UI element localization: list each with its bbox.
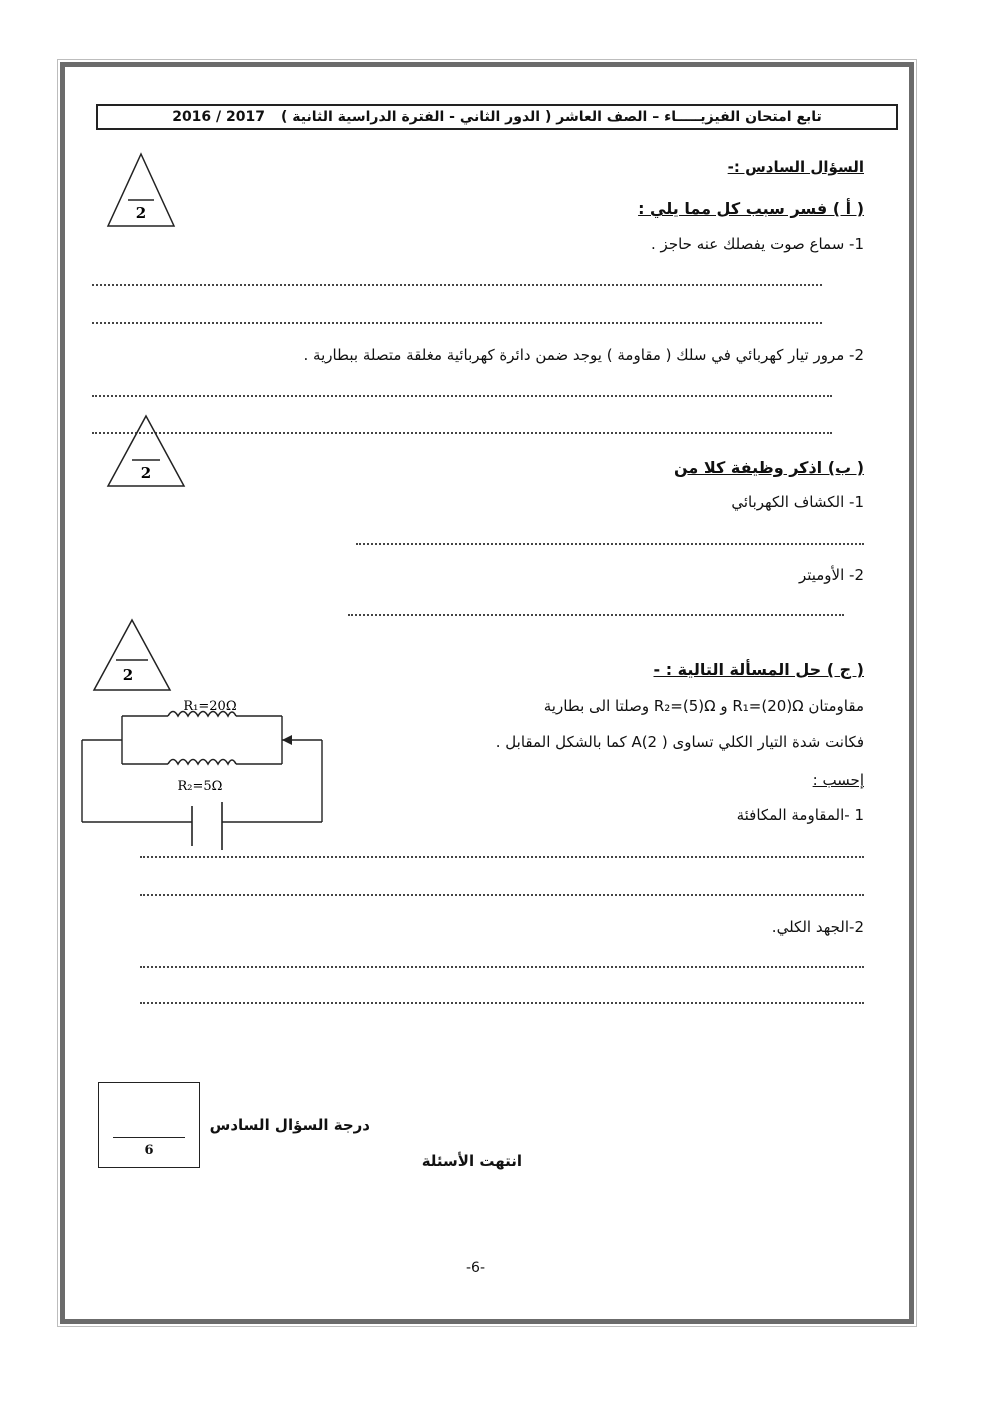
score-label: درجة السؤال السادس bbox=[209, 1116, 370, 1134]
page-number: -6- bbox=[466, 1260, 486, 1276]
answer-line bbox=[356, 543, 864, 545]
current-arrow bbox=[282, 735, 292, 745]
part-c-item-2: 2-الجهد الكلي. bbox=[771, 918, 864, 936]
part-c-score-triangle bbox=[92, 618, 172, 692]
part-b-title: ( ب) اذكر وظيفة كلا من bbox=[673, 458, 864, 477]
part-a-item-1: 1- سماع صوت يفصلك عنه حاجز . bbox=[651, 235, 864, 253]
header-title: تابع امتحان الفيزيـــــاء – الصف العاشر ( الدور الثاني - الفترة الدراسية الثانية ) bbox=[281, 109, 822, 125]
circuit-diagram bbox=[76, 694, 332, 854]
part-c-line-2: فكانت شدة التيار الكلي تساوى A(2 ) كما بالشكل المقابل . bbox=[495, 733, 864, 751]
answer-line bbox=[92, 432, 832, 434]
answer-line bbox=[140, 894, 864, 896]
part-b-score: 2 bbox=[140, 464, 152, 482]
total-score-box bbox=[98, 1082, 200, 1168]
answer-line bbox=[92, 395, 832, 397]
answer-line bbox=[140, 1002, 864, 1004]
end-text: انتهت الأسئلة bbox=[421, 1152, 522, 1170]
answer-line bbox=[92, 284, 822, 286]
part-c-line-1: مقاومتان R₁=(20)Ω و R₂=(5)Ω وصلتا الى بطارية bbox=[543, 697, 864, 715]
part-a-title: ( أ ) فسر سبب كل مما يلي : bbox=[638, 199, 864, 218]
part-b-item-2: 2- الأوميتر bbox=[798, 566, 864, 584]
r2-label: R₂=5Ω bbox=[177, 779, 223, 794]
part-a-score-triangle bbox=[106, 152, 176, 228]
total-score: 6 bbox=[144, 1143, 154, 1158]
question-title: السؤال السادس :- bbox=[727, 158, 864, 176]
resistor-r2 bbox=[168, 760, 236, 765]
part-a-item-2: 2- مرور تيار كهربائي في سلك ( مقاومة ) يوجد ضمن دائرة كهربائية مغلقة متصلة ببطارية . bbox=[303, 346, 864, 364]
answer-line bbox=[140, 856, 864, 858]
part-c-item-1: 1 -المقاومة المكافئة bbox=[736, 806, 864, 824]
calc-label: إحسب : bbox=[812, 771, 864, 789]
part-a-score: 2 bbox=[135, 204, 147, 222]
answer-line bbox=[92, 322, 822, 324]
part-c-score: 2 bbox=[122, 666, 134, 684]
part-c-title: ( ج ) حل المسألة التالية : - bbox=[653, 660, 864, 679]
page-header bbox=[96, 104, 898, 130]
header-year: 2016 / 2017 bbox=[172, 109, 265, 125]
part-b-item-1: 1- الكشاف الكهربائي bbox=[731, 493, 864, 511]
part-b-score-triangle bbox=[106, 414, 186, 488]
answer-line bbox=[348, 614, 844, 616]
answer-line bbox=[140, 966, 864, 968]
r1-label: R₁=20Ω bbox=[183, 699, 237, 714]
